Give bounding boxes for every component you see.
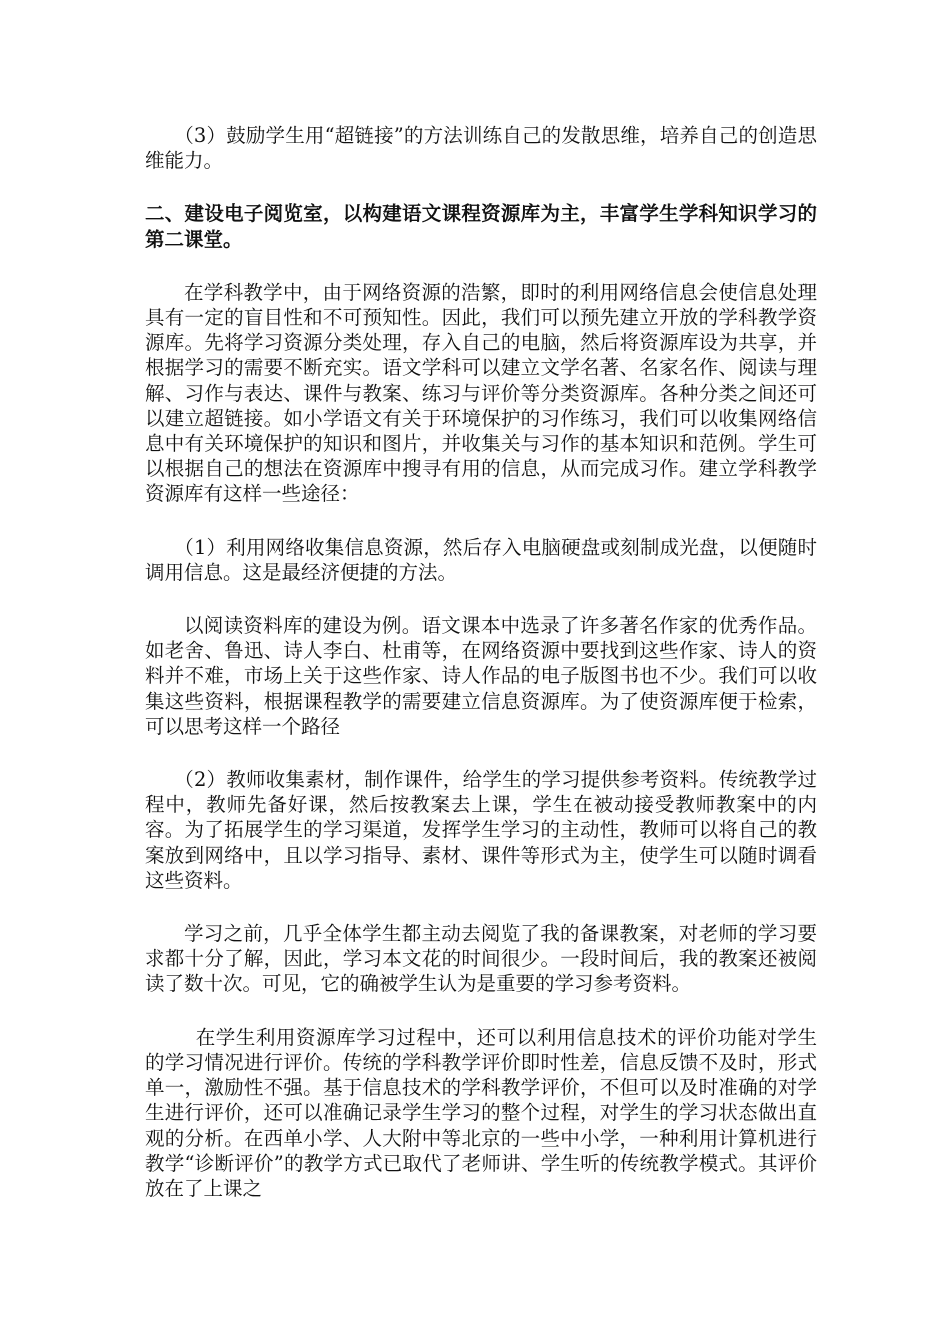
paragraph-list-item-1: （1）利用网络收集信息资源，然后存入电脑硬盘或刻制成光盘，以便随时调用信息。这是最经济便捷的方法。	[145, 535, 817, 584]
body-paragraph: 学习之前，几乎全体学生都主动去阅览了我的备课教案，对老师的学习要求都十分了解，因此，学习本文花的时间很少。一段时间后，我的教案还被阅读了数十次。可见，它的确被学生认为是重要的学习参考资料。	[145, 922, 817, 996]
body-paragraph: 在学科教学中，由于网络资源的浩繁，即时的利用网络信息会使信息处理具有一定的盲目性和不可预知性。因此，我们可以预先建立开放的学科教学资源库。先将学习资源分类处理，存入自己的电脑，然后将资源库设为共享，并根据学习的需要不断充实。语文学科可以建立文学名著、名家名作、阅读与理解、习作与表达、课件与教案、练习与评价等分类资源库。各种分类之间还可以建立超链接。如小学语文有关于环境保护的习作练习，我们可以收集网络信息中有关环境保护的知识和图片，并收集关与习作的基本知识和范例。学生可以根据自己的想法在资源库中搜寻有用的信息，从而完成习作。建立学科教学资源库有这样一些途径：	[145, 280, 817, 506]
document-page	[145, 123, 817, 1229]
body-paragraph: 在学生利用资源库学习过程中，还可以利用信息技术的评价功能对学生的学习情况进行评价。传统的学科教学评价即时性差，信息反馈不及时，形式单一，激励性不强。基于信息技术的学科教学评价，不但可以及时准确的对学生进行评价，还可以准确记录学生学习的整个过程，对学生的学习状态做出直观的分析。在西单小学、人大附中等北京的一些中小学，一种利用计算机进行教学“诊断评价”的教学方式已取代了老师讲、学生听的传统教学模式。其评价放在了上课之	[145, 1025, 817, 1200]
paragraph-list-item-3: （3）鼓励学生用“超链接”的方法训练自己的发散思维，培养自己的创造思维能力。	[145, 124, 817, 173]
section-heading: 二、建设电子阅览室，以构建语文课程资源库为主，丰富学生学科知识学习的第二课堂。	[145, 202, 817, 251]
body-paragraph: 以阅读资料库的建设为例。语文课本中选录了许多著名作家的优秀作品。如老舍、鲁迅、诗人李白、杜甫等，在网络资源中要找到这些作家、诗人的资料并不难，市场上关于这些作家、诗人作品的电子版图书也不少。我们可以收集这些资料，根据课程教学的需要建立信息资源库。为了使资源库便于检索，可以思考这样一个路径	[145, 614, 817, 738]
paragraph-list-item-2: （2）教师收集素材，制作课件，给学生的学习提供参考资料。传统教学过程中，教师先备好课，然后按教案去上课，学生在被动接受教师教案中的内容。为了拓展学生的学习渠道，发挥学生学习的主动性，教师可以将自己的教案放到网络中，且以学习指导、素材、课件等形式为主，使学生可以随时调看这些资料。	[145, 768, 817, 892]
